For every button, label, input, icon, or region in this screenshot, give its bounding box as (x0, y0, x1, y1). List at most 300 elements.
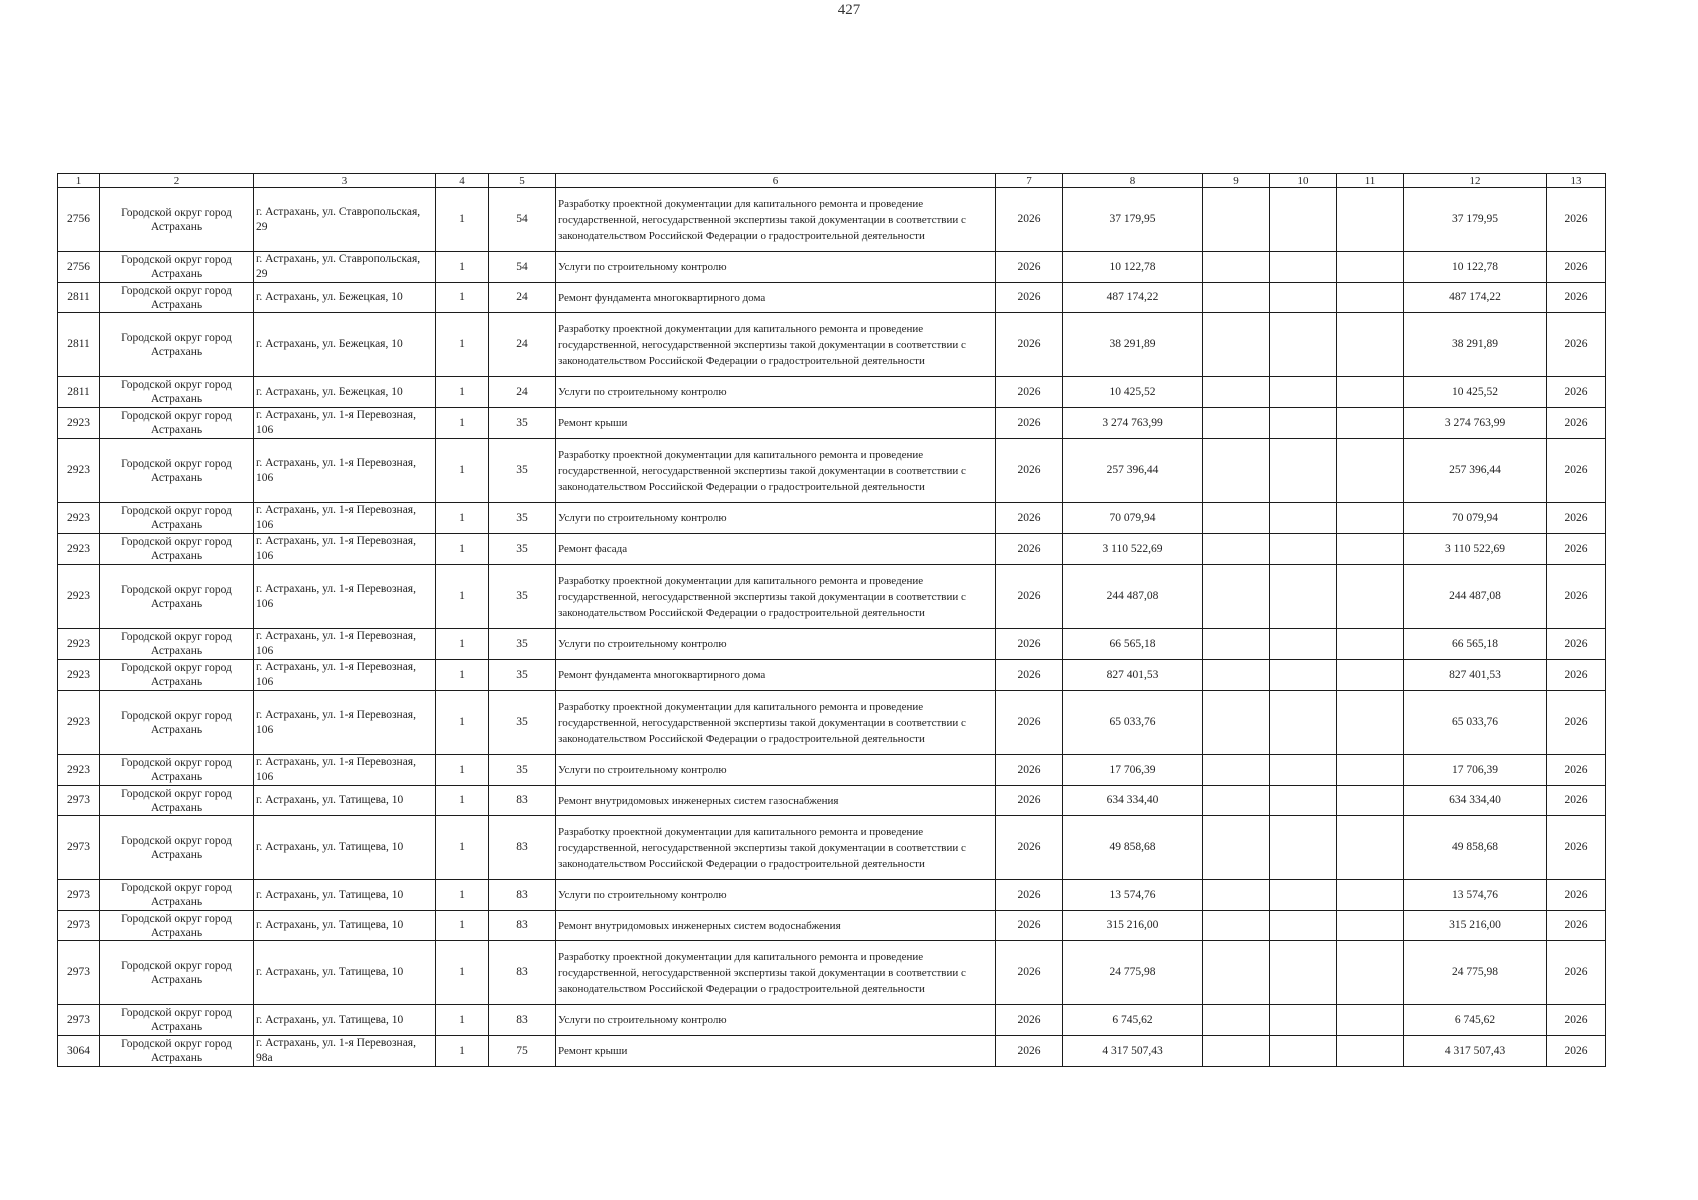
cell-cost: 257 396,44 (1063, 439, 1203, 503)
cell-col4: 1 (436, 313, 489, 377)
cell-cost: 4 317 507,43 (1063, 1036, 1203, 1067)
cell-year: 2026 (996, 1036, 1063, 1067)
cell-col10 (1270, 188, 1337, 252)
cell-col9 (1203, 816, 1270, 880)
cell-year: 2026 (996, 408, 1063, 439)
cell-object-id: 2923 (58, 629, 100, 660)
cell-col4: 1 (436, 660, 489, 691)
cell-object-id: 2811 (58, 313, 100, 377)
column-header: 5 (489, 174, 556, 188)
cell-cost: 6 745,62 (1063, 1005, 1203, 1036)
cell-col4: 1 (436, 911, 489, 941)
cell-cost: 66 565,18 (1063, 629, 1203, 660)
cell-year: 2026 (996, 283, 1063, 313)
cell-cost: 3 274 763,99 (1063, 408, 1203, 439)
cell-col5: 83 (489, 816, 556, 880)
cell-address: г. Астрахань, ул. Ставропольская, 29 (254, 188, 436, 252)
cell-total: 49 858,68 (1404, 816, 1547, 880)
cell-col10 (1270, 503, 1337, 534)
cell-work-type: Ремонт внутридомовых инженерных систем газоснабжения (556, 786, 996, 816)
cell-end-year: 2026 (1547, 503, 1606, 534)
table-row (58, 786, 1606, 816)
cell-total: 17 706,39 (1404, 755, 1547, 786)
cell-col11 (1337, 565, 1404, 629)
cell-col11 (1337, 1036, 1404, 1067)
cell-total: 70 079,94 (1404, 503, 1547, 534)
cell-cost: 634 334,40 (1063, 786, 1203, 816)
cell-col5: 83 (489, 911, 556, 941)
cell-object-id: 2923 (58, 755, 100, 786)
cell-col10 (1270, 691, 1337, 755)
cell-municipality: Городской округ город Астрахань (100, 503, 254, 534)
table-row (58, 911, 1606, 941)
cell-col9 (1203, 439, 1270, 503)
cell-municipality: Городской округ город Астрахань (100, 534, 254, 565)
cell-work-type: Услуги по строительному контролю (556, 755, 996, 786)
cell-object-id: 2923 (58, 439, 100, 503)
table-row (58, 283, 1606, 313)
cell-col4: 1 (436, 534, 489, 565)
cell-municipality: Городской округ город Астрахань (100, 816, 254, 880)
cell-col11 (1337, 188, 1404, 252)
cell-col10 (1270, 941, 1337, 1005)
cell-col10 (1270, 377, 1337, 408)
cell-end-year: 2026 (1547, 660, 1606, 691)
table-row (58, 188, 1606, 252)
table-row (58, 660, 1606, 691)
cell-col4: 1 (436, 252, 489, 283)
column-header: 3 (254, 174, 436, 188)
cell-col5: 35 (489, 439, 556, 503)
cell-cost: 13 574,76 (1063, 880, 1203, 911)
cell-object-id: 2973 (58, 911, 100, 941)
cell-work-type: Услуги по строительному контролю (556, 880, 996, 911)
cell-end-year: 2026 (1547, 786, 1606, 816)
cell-col4: 1 (436, 1036, 489, 1067)
column-header: 13 (1547, 174, 1606, 188)
cell-year: 2026 (996, 755, 1063, 786)
cell-total: 13 574,76 (1404, 880, 1547, 911)
column-header: 9 (1203, 174, 1270, 188)
cell-col4: 1 (436, 408, 489, 439)
cell-year: 2026 (996, 1005, 1063, 1036)
cell-year: 2026 (996, 377, 1063, 408)
cell-col10 (1270, 565, 1337, 629)
cell-total: 38 291,89 (1404, 313, 1547, 377)
cell-address: г. Астрахань, ул. 1-я Перевозная, 98а (254, 1036, 436, 1067)
cell-cost: 3 110 522,69 (1063, 534, 1203, 565)
cell-col10 (1270, 660, 1337, 691)
cell-col10 (1270, 534, 1337, 565)
cell-total: 6 745,62 (1404, 1005, 1547, 1036)
cell-end-year: 2026 (1547, 1036, 1606, 1067)
cell-municipality: Городской округ город Астрахань (100, 408, 254, 439)
cell-address: г. Астрахань, ул. 1-я Перевозная, 106 (254, 660, 436, 691)
cell-col10 (1270, 1036, 1337, 1067)
cell-col4: 1 (436, 786, 489, 816)
cell-col5: 54 (489, 252, 556, 283)
cell-col10 (1270, 755, 1337, 786)
cell-year: 2026 (996, 816, 1063, 880)
cell-col11 (1337, 252, 1404, 283)
cell-col11 (1337, 377, 1404, 408)
column-header: 12 (1404, 174, 1547, 188)
table-row (58, 252, 1606, 283)
cell-col4: 1 (436, 188, 489, 252)
cell-col9 (1203, 503, 1270, 534)
cell-col4: 1 (436, 755, 489, 786)
cell-year: 2026 (996, 252, 1063, 283)
cell-col9 (1203, 941, 1270, 1005)
cell-col11 (1337, 816, 1404, 880)
cell-col5: 35 (489, 629, 556, 660)
repair-works-table (57, 173, 1606, 1067)
cell-object-id: 2923 (58, 534, 100, 565)
cell-col11 (1337, 755, 1404, 786)
cell-col9 (1203, 911, 1270, 941)
cell-total: 37 179,95 (1404, 188, 1547, 252)
table-row (58, 408, 1606, 439)
cell-year: 2026 (996, 313, 1063, 377)
cell-object-id: 2973 (58, 941, 100, 1005)
cell-col4: 1 (436, 439, 489, 503)
cell-end-year: 2026 (1547, 565, 1606, 629)
cell-municipality: Городской округ город Астрахань (100, 911, 254, 941)
cell-col9 (1203, 188, 1270, 252)
cell-col4: 1 (436, 503, 489, 534)
cell-col5: 83 (489, 1005, 556, 1036)
cell-address: г. Астрахань, ул. 1-я Перевозная, 106 (254, 565, 436, 629)
cell-col11 (1337, 911, 1404, 941)
cell-work-type: Услуги по строительному контролю (556, 503, 996, 534)
cell-col5: 54 (489, 188, 556, 252)
cell-col9 (1203, 565, 1270, 629)
cell-total: 634 334,40 (1404, 786, 1547, 816)
cell-address: г. Астрахань, ул. 1-я Перевозная, 106 (254, 629, 436, 660)
cell-col5: 83 (489, 941, 556, 1005)
cell-col11 (1337, 786, 1404, 816)
cell-col4: 1 (436, 283, 489, 313)
cell-year: 2026 (996, 786, 1063, 816)
cell-col11 (1337, 503, 1404, 534)
table-row (58, 377, 1606, 408)
cell-work-type: Ремонт фундамента многоквартирного дома (556, 660, 996, 691)
cell-object-id: 2923 (58, 408, 100, 439)
cell-total: 244 487,08 (1404, 565, 1547, 629)
cell-end-year: 2026 (1547, 313, 1606, 377)
table-row (58, 691, 1606, 755)
cell-col10 (1270, 439, 1337, 503)
cell-col5: 83 (489, 786, 556, 816)
cell-col11 (1337, 880, 1404, 911)
cell-work-type: Услуги по строительному контролю (556, 377, 996, 408)
cell-col9 (1203, 313, 1270, 377)
cell-work-type: Разработку проектной документации для капитального ремонта и проведение государственной, негосударственной экспертизы такой документации в соответствии с законодательством Российской Федерации о градостроительной деятельности (556, 313, 996, 377)
cell-end-year: 2026 (1547, 816, 1606, 880)
cell-object-id: 2811 (58, 377, 100, 408)
cell-end-year: 2026 (1547, 691, 1606, 755)
cell-address: г. Астрахань, ул. Татищева, 10 (254, 816, 436, 880)
cell-object-id: 2973 (58, 816, 100, 880)
cell-col10 (1270, 1005, 1337, 1036)
cell-address: г. Астрахань, ул. Татищева, 10 (254, 941, 436, 1005)
cell-address: г. Астрахань, ул. Бежецкая, 10 (254, 283, 436, 313)
cell-total: 4 317 507,43 (1404, 1036, 1547, 1067)
cell-object-id: 2923 (58, 565, 100, 629)
page-number: 427 (837, 2, 861, 18)
table-row (58, 816, 1606, 880)
column-header: 2 (100, 174, 254, 188)
table-row (58, 503, 1606, 534)
cell-total: 65 033,76 (1404, 691, 1547, 755)
cell-object-id: 2923 (58, 691, 100, 755)
table-row (58, 880, 1606, 911)
cell-municipality: Городской округ город Астрахань (100, 880, 254, 911)
cell-year: 2026 (996, 691, 1063, 755)
cell-col5: 24 (489, 313, 556, 377)
cell-municipality: Городской округ город Астрахань (100, 691, 254, 755)
cell-municipality: Городской округ город Астрахань (100, 313, 254, 377)
cell-end-year: 2026 (1547, 252, 1606, 283)
cell-end-year: 2026 (1547, 880, 1606, 911)
cell-address: г. Астрахань, ул. 1-я Перевозная, 106 (254, 691, 436, 755)
cell-col9 (1203, 880, 1270, 911)
cell-col5: 24 (489, 283, 556, 313)
cell-end-year: 2026 (1547, 283, 1606, 313)
cell-col4: 1 (436, 629, 489, 660)
cell-work-type: Разработку проектной документации для капитального ремонта и проведение государственной, негосударственной экспертизы такой документации в соответствии с законодательством Российской Федерации о градостроительной деятельности (556, 941, 996, 1005)
table-row (58, 941, 1606, 1005)
cell-cost: 70 079,94 (1063, 503, 1203, 534)
cell-end-year: 2026 (1547, 534, 1606, 565)
cell-total: 257 396,44 (1404, 439, 1547, 503)
cell-end-year: 2026 (1547, 439, 1606, 503)
cell-object-id: 2923 (58, 503, 100, 534)
cell-address: г. Астрахань, ул. Татищева, 10 (254, 911, 436, 941)
cell-year: 2026 (996, 660, 1063, 691)
cell-col5: 35 (489, 755, 556, 786)
cell-object-id: 2973 (58, 786, 100, 816)
cell-col9 (1203, 755, 1270, 786)
cell-work-type: Разработку проектной документации для капитального ремонта и проведение государственной, негосударственной экспертизы такой документации в соответствии с законодательством Российской Федерации о градостроительной деятельности (556, 188, 996, 252)
cell-col9 (1203, 408, 1270, 439)
column-header: 8 (1063, 174, 1203, 188)
cell-object-id: 2973 (58, 880, 100, 911)
cell-total: 10 425,52 (1404, 377, 1547, 408)
table-row (58, 1005, 1606, 1036)
cell-col5: 75 (489, 1036, 556, 1067)
cell-address: г. Астрахань, ул. Татищева, 10 (254, 786, 436, 816)
cell-col10 (1270, 252, 1337, 283)
column-header: 4 (436, 174, 489, 188)
cell-year: 2026 (996, 880, 1063, 911)
cell-work-type: Ремонт фундамента многоквартирного дома (556, 283, 996, 313)
cell-col4: 1 (436, 565, 489, 629)
cell-cost: 38 291,89 (1063, 313, 1203, 377)
cell-col9 (1203, 660, 1270, 691)
cell-municipality: Городской округ город Астрахань (100, 1005, 254, 1036)
cell-object-id: 2973 (58, 1005, 100, 1036)
cell-object-id: 2756 (58, 252, 100, 283)
cell-cost: 827 401,53 (1063, 660, 1203, 691)
table-row (58, 755, 1606, 786)
column-header: 1 (58, 174, 100, 188)
cell-municipality: Городской округ город Астрахань (100, 755, 254, 786)
cell-col9 (1203, 691, 1270, 755)
cell-col11 (1337, 691, 1404, 755)
cell-municipality: Городской округ город Астрахань (100, 252, 254, 283)
cell-col10 (1270, 911, 1337, 941)
cell-col11 (1337, 941, 1404, 1005)
table-row (58, 565, 1606, 629)
cell-address: г. Астрахань, ул. Татищева, 10 (254, 880, 436, 911)
cell-address: г. Астрахань, ул. Бежецкая, 10 (254, 377, 436, 408)
cell-col10 (1270, 880, 1337, 911)
table-row (58, 534, 1606, 565)
table-body (58, 188, 1606, 1067)
cell-municipality: Городской округ город Астрахань (100, 629, 254, 660)
cell-col5: 35 (489, 660, 556, 691)
cell-col10 (1270, 816, 1337, 880)
cell-year: 2026 (996, 188, 1063, 252)
cell-work-type: Ремонт крыши (556, 1036, 996, 1067)
cell-cost: 24 775,98 (1063, 941, 1203, 1005)
cell-address: г. Астрахань, ул. Бежецкая, 10 (254, 313, 436, 377)
cell-work-type: Услуги по строительному контролю (556, 629, 996, 660)
cell-col9 (1203, 252, 1270, 283)
cell-address: г. Астрахань, ул. 1-я Перевозная, 106 (254, 755, 436, 786)
cell-col9 (1203, 377, 1270, 408)
cell-year: 2026 (996, 911, 1063, 941)
cell-cost: 10 122,78 (1063, 252, 1203, 283)
cell-cost: 65 033,76 (1063, 691, 1203, 755)
cell-col11 (1337, 534, 1404, 565)
cell-municipality: Городской округ город Астрахань (100, 1036, 254, 1067)
cell-cost: 49 858,68 (1063, 816, 1203, 880)
cell-end-year: 2026 (1547, 408, 1606, 439)
cell-col5: 83 (489, 880, 556, 911)
cell-col4: 1 (436, 377, 489, 408)
cell-total: 3 274 763,99 (1404, 408, 1547, 439)
cell-col4: 1 (436, 880, 489, 911)
cell-col11 (1337, 1005, 1404, 1036)
cell-end-year: 2026 (1547, 911, 1606, 941)
cell-cost: 244 487,08 (1063, 565, 1203, 629)
column-header: 6 (556, 174, 996, 188)
cell-col5: 35 (489, 565, 556, 629)
cell-year: 2026 (996, 629, 1063, 660)
cell-col4: 1 (436, 1005, 489, 1036)
cell-municipality: Городской округ город Астрахань (100, 786, 254, 816)
cell-col11 (1337, 283, 1404, 313)
cell-address: г. Астрахань, ул. 1-я Перевозная, 106 (254, 503, 436, 534)
cell-col10 (1270, 283, 1337, 313)
cell-cost: 487 174,22 (1063, 283, 1203, 313)
cell-col5: 35 (489, 408, 556, 439)
cell-total: 10 122,78 (1404, 252, 1547, 283)
cell-col11 (1337, 660, 1404, 691)
cell-object-id: 3064 (58, 1036, 100, 1067)
cell-col4: 1 (436, 816, 489, 880)
cell-work-type: Ремонт фасада (556, 534, 996, 565)
cell-col10 (1270, 786, 1337, 816)
cell-year: 2026 (996, 565, 1063, 629)
cell-col9 (1203, 629, 1270, 660)
cell-work-type: Услуги по строительному контролю (556, 252, 996, 283)
cell-cost: 17 706,39 (1063, 755, 1203, 786)
cell-municipality: Городской округ город Астрахань (100, 188, 254, 252)
cell-col9 (1203, 534, 1270, 565)
cell-cost: 37 179,95 (1063, 188, 1203, 252)
cell-address: г. Астрахань, ул. Татищева, 10 (254, 1005, 436, 1036)
cell-total: 66 565,18 (1404, 629, 1547, 660)
table-row (58, 439, 1606, 503)
cell-total: 315 216,00 (1404, 911, 1547, 941)
cell-col4: 1 (436, 941, 489, 1005)
cell-municipality: Городской округ город Астрахань (100, 377, 254, 408)
cell-col11 (1337, 629, 1404, 660)
cell-col5: 35 (489, 691, 556, 755)
cell-cost: 10 425,52 (1063, 377, 1203, 408)
cell-end-year: 2026 (1547, 755, 1606, 786)
cell-object-id: 2756 (58, 188, 100, 252)
cell-work-type: Разработку проектной документации для капитального ремонта и проведение государственной, негосударственной экспертизы такой документации в соответствии с законодательством Российской Федерации о градостроительной деятельности (556, 691, 996, 755)
cell-work-type: Услуги по строительному контролю (556, 1005, 996, 1036)
cell-total: 3 110 522,69 (1404, 534, 1547, 565)
column-number-row (58, 174, 1606, 188)
cell-end-year: 2026 (1547, 188, 1606, 252)
cell-col9 (1203, 283, 1270, 313)
cell-object-id: 2811 (58, 283, 100, 313)
cell-municipality: Городской округ город Астрахань (100, 283, 254, 313)
table-row (58, 1036, 1606, 1067)
cell-year: 2026 (996, 534, 1063, 565)
cell-col9 (1203, 786, 1270, 816)
cell-object-id: 2923 (58, 660, 100, 691)
cell-col11 (1337, 408, 1404, 439)
cell-address: г. Астрахань, ул. 1-я Перевозная, 106 (254, 408, 436, 439)
cell-end-year: 2026 (1547, 1005, 1606, 1036)
cell-col4: 1 (436, 691, 489, 755)
cell-col11 (1337, 313, 1404, 377)
cell-col5: 35 (489, 534, 556, 565)
cell-work-type: Разработку проектной документации для капитального ремонта и проведение государственной, негосударственной экспертизы такой документации в соответствии с законодательством Российской Федерации о градостроительной деятельности (556, 565, 996, 629)
table-row (58, 313, 1606, 377)
column-header: 10 (1270, 174, 1337, 188)
cell-municipality: Городской округ город Астрахань (100, 941, 254, 1005)
cell-col11 (1337, 439, 1404, 503)
cell-address: г. Астрахань, ул. 1-я Перевозная, 106 (254, 439, 436, 503)
cell-work-type: Разработку проектной документации для капитального ремонта и проведение государственной, негосударственной экспертизы такой документации в соответствии с законодательством Российской Федерации о градостроительной деятельности (556, 439, 996, 503)
table-row (58, 629, 1606, 660)
cell-col5: 35 (489, 503, 556, 534)
cell-col9 (1203, 1036, 1270, 1067)
cell-municipality: Городской округ город Астрахань (100, 439, 254, 503)
cell-work-type: Разработку проектной документации для капитального ремонта и проведение государственной, негосударственной экспертизы такой документации в соответствии с законодательством Российской Федерации о градостроительной деятельности (556, 816, 996, 880)
cell-municipality: Городской округ город Астрахань (100, 660, 254, 691)
cell-year: 2026 (996, 439, 1063, 503)
cell-col5: 24 (489, 377, 556, 408)
cell-col9 (1203, 1005, 1270, 1036)
cell-work-type: Ремонт крыши (556, 408, 996, 439)
cell-end-year: 2026 (1547, 377, 1606, 408)
cell-end-year: 2026 (1547, 941, 1606, 1005)
cell-cost: 315 216,00 (1063, 911, 1203, 941)
cell-municipality: Городской округ город Астрахань (100, 565, 254, 629)
cell-year: 2026 (996, 941, 1063, 1005)
cell-end-year: 2026 (1547, 629, 1606, 660)
column-header: 7 (996, 174, 1063, 188)
